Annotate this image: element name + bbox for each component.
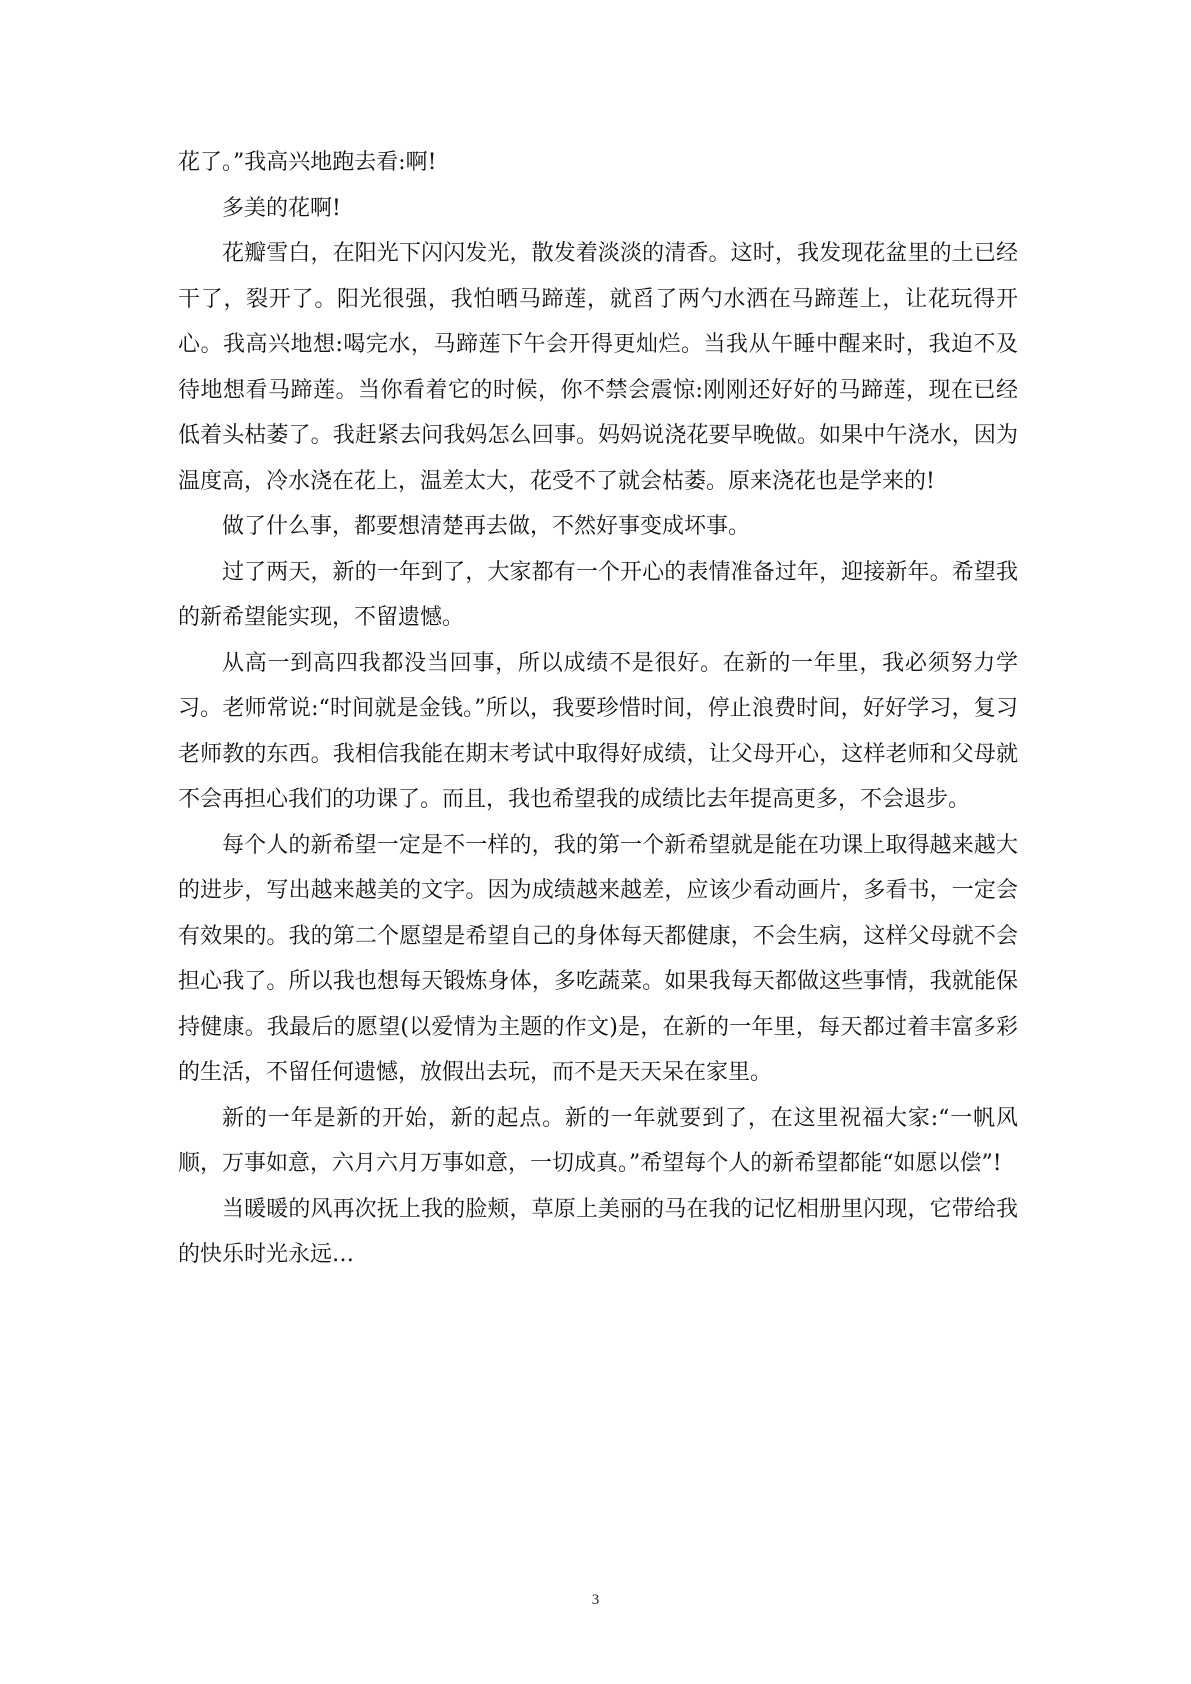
paragraph: 当暖暖的风再次抚上我的脸颊，草原上美丽的马在我的记忆相册里闪现，它带给我的快乐时光永远…	[178, 1196, 1018, 1267]
body-text	[178, 140, 1018, 1278]
paragraph: 从高一到高四我都没当回事，所以成绩不是很好。在新的一年里，我必须努力学习。老师常说:“时间就是金钱。”所以，我要珍惜时间，停止浪费时间，好好学习，复习老师教的东西。我相信我能在期末考试中取得好成绩，让父母开心，这样老师和父母就不会再担心我们的功课了。而且，我也希望我的成绩比去年提高更多，不会退步。	[178, 650, 1018, 812]
paragraph: 过了两天，新的一年到了，大家都有一个开心的表情准备过年，迎接新年。希望我的新希望能实现，不留遗憾。	[178, 559, 1018, 630]
paragraph: 新的一年是新的开始，新的起点。新的一年就要到了，在这里祝福大家:“一帆风顺，万事如意，六月六月万事如意，一切成真。”希望每个人的新希望都能“如愿以偿”!	[178, 1105, 1018, 1176]
paragraph: 多美的花啊!	[222, 195, 341, 221]
paragraph: 花了。”我高兴地跑去看:啊!	[178, 150, 437, 175]
paragraph: 做了什么事，都要想清楚再去做，不然好事变成坏事。	[222, 514, 751, 539]
page-number: 3	[591, 1592, 600, 1608]
paragraph: 每个人的新希望一定是不一样的，我的第一个新希望就是能在功课上取得越来越大的进步，写出越来越美的文字。因为成绩越来越差，应该少看动画片，多看书，一定会有效果的。我的第二个愿望是希望自己的身体每天都健康，不会生病，这样父母就不会担心我了。所以我也想每天锻炼身体，多吃蔬菜。如果我每天都做这些事情，我就能保持健康。我最后的愿望(以爱情为主题的作文)是，在新的一年里，每天都过着丰富多彩的生活，不留任何遗憾，放假出去玩，而不是天天呆在家里。	[178, 832, 1018, 1085]
paragraph: 花瓣雪白，在阳光下闪闪发光，散发着淡淡的清香。这时，我发现花盆里的土已经干了，裂开了。阳光很强，我怕晒马蹄莲，就舀了两勺水洒在马蹄莲上，让花玩得开心。我高兴地想:喝完水，马蹄莲下午会开得更灿烂。当我从午睡中醒来时，我迫不及待地想看马蹄莲。当你看着它的时候，你不禁会震惊:刚刚还好好的马蹄莲，现在已经低着头枯萎了。我赶紧去问我妈怎么回事。妈妈说浇花要早晚做。如果中午浇水，因为温度高，冷水浇在花上，温差太大，花受不了就会枯萎。原来浇花也是学来的!	[178, 241, 1018, 494]
